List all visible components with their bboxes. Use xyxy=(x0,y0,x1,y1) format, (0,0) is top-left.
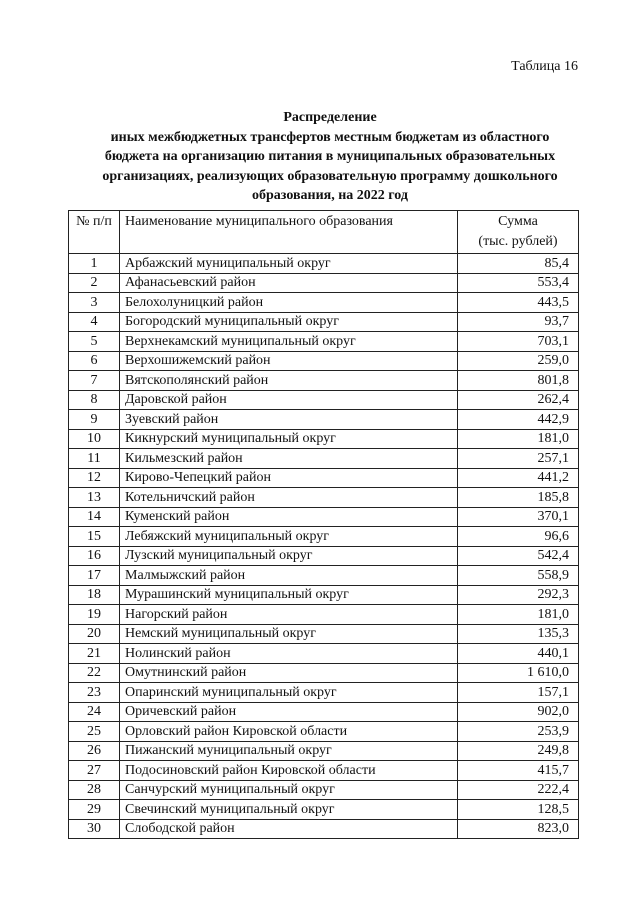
row-municipality: Санчурский муниципальный округ xyxy=(120,780,458,800)
row-number: 16 xyxy=(69,546,120,566)
table-header-row xyxy=(69,211,579,254)
row-number: 20 xyxy=(69,624,120,644)
row-amount: 442,9 xyxy=(458,410,579,430)
row-municipality: Подосиновский район Кировской области xyxy=(120,761,458,781)
row-number: 18 xyxy=(69,585,120,605)
row-amount: 93,7 xyxy=(458,312,579,332)
row-number: 10 xyxy=(69,429,120,449)
row-municipality: Слободской район xyxy=(120,819,458,839)
table-row xyxy=(69,410,579,430)
row-municipality: Лузский муниципальный округ xyxy=(120,546,458,566)
table-row xyxy=(69,644,579,664)
row-municipality: Пижанский муниципальный округ xyxy=(120,741,458,761)
row-municipality: Вятскополянский район xyxy=(120,371,458,391)
table-row xyxy=(69,546,579,566)
row-amount: 253,9 xyxy=(458,722,579,742)
row-municipality: Кирово-Чепецкий район xyxy=(120,468,458,488)
row-number: 23 xyxy=(69,683,120,703)
row-municipality: Опаринский муниципальный округ xyxy=(120,683,458,703)
table-row xyxy=(69,273,579,293)
row-municipality: Афанасьевский район xyxy=(120,273,458,293)
row-amount: 96,6 xyxy=(458,527,579,547)
row-number: 4 xyxy=(69,312,120,332)
distribution-table xyxy=(68,210,579,839)
row-municipality: Немский муниципальный округ xyxy=(120,624,458,644)
row-number: 2 xyxy=(69,273,120,293)
table-row xyxy=(69,585,579,605)
table-row xyxy=(69,351,579,371)
row-number: 29 xyxy=(69,800,120,820)
row-number: 17 xyxy=(69,566,120,586)
row-number: 24 xyxy=(69,702,120,722)
row-amount: 542,4 xyxy=(458,546,579,566)
row-amount: 370,1 xyxy=(458,507,579,527)
row-number: 1 xyxy=(69,254,120,274)
table-row xyxy=(69,624,579,644)
table-row xyxy=(69,507,579,527)
table-row xyxy=(69,527,579,547)
table-row xyxy=(69,488,579,508)
title-line: образования, на 2022 год xyxy=(251,188,408,203)
row-municipality: Верхнекамский муниципальный округ xyxy=(120,332,458,352)
row-amount: 157,1 xyxy=(458,683,579,703)
row-municipality: Кильмезский район xyxy=(120,449,458,469)
row-municipality: Омутнинский район xyxy=(120,663,458,683)
row-number: 6 xyxy=(69,351,120,371)
row-municipality: Верхошижемский район xyxy=(120,351,458,371)
row-amount: 443,5 xyxy=(458,293,579,313)
row-number: 7 xyxy=(69,371,120,391)
title-line: Распределение xyxy=(283,110,377,125)
row-municipality: Оричевский район xyxy=(120,702,458,722)
row-municipality: Нагорский район xyxy=(120,605,458,625)
row-amount: 558,9 xyxy=(458,566,579,586)
row-municipality: Малмыжский район xyxy=(120,566,458,586)
table-row xyxy=(69,761,579,781)
row-municipality: Лебяжский муниципальный округ xyxy=(120,527,458,547)
table-row xyxy=(69,332,579,352)
row-amount: 262,4 xyxy=(458,390,579,410)
row-amount: 440,1 xyxy=(458,644,579,664)
table-row xyxy=(69,683,579,703)
row-number: 9 xyxy=(69,410,120,430)
table-row xyxy=(69,429,579,449)
row-number: 5 xyxy=(69,332,120,352)
row-municipality: Даровской район xyxy=(120,390,458,410)
row-municipality: Кикнурский муниципальный округ xyxy=(120,429,458,449)
table-row xyxy=(69,702,579,722)
row-number: 27 xyxy=(69,761,120,781)
table-row xyxy=(69,566,579,586)
row-amount: 185,8 xyxy=(458,488,579,508)
row-number: 26 xyxy=(69,741,120,761)
row-amount: 441,2 xyxy=(458,468,579,488)
row-number: 28 xyxy=(69,780,120,800)
header-amount: Сумма (тыс. рублей) xyxy=(458,211,579,254)
row-municipality: Орловский район Кировской области xyxy=(120,722,458,742)
row-municipality: Котельничский район xyxy=(120,488,458,508)
row-number: 14 xyxy=(69,507,120,527)
table-row xyxy=(69,800,579,820)
row-number: 30 xyxy=(69,819,120,839)
title-line: иных межбюджетных трансфертов местным бюджетам из областного xyxy=(110,129,550,145)
table-row xyxy=(69,312,579,332)
row-number: 13 xyxy=(69,488,120,508)
row-number: 11 xyxy=(69,449,120,469)
row-amount: 135,3 xyxy=(458,624,579,644)
row-number: 19 xyxy=(69,605,120,625)
row-amount: 259,0 xyxy=(458,351,579,371)
row-number: 15 xyxy=(69,527,120,547)
row-municipality: Богородский муниципальный округ xyxy=(120,312,458,332)
table-row xyxy=(69,449,579,469)
row-amount: 128,5 xyxy=(458,800,579,820)
table-label: Таблица 16 xyxy=(511,59,578,74)
header-municipality: Наименование муниципального образования xyxy=(120,211,458,254)
row-amount: 181,0 xyxy=(458,429,579,449)
table-row xyxy=(69,722,579,742)
row-number: 8 xyxy=(69,390,120,410)
table-row xyxy=(69,605,579,625)
row-amount: 801,8 xyxy=(458,371,579,391)
row-municipality: Белохолуницкий район xyxy=(120,293,458,313)
row-amount: 222,4 xyxy=(458,780,579,800)
row-number: 12 xyxy=(69,468,120,488)
row-municipality: Зуевский район xyxy=(120,410,458,430)
table-row xyxy=(69,819,579,839)
row-amount: 257,1 xyxy=(458,449,579,469)
row-municipality: Мурашинский муниципальный округ xyxy=(120,585,458,605)
row-amount: 1 610,0 xyxy=(458,663,579,683)
table-row xyxy=(69,741,579,761)
row-amount: 823,0 xyxy=(458,819,579,839)
title-line: организациях, реализующих образовательную программу дошкольного xyxy=(102,168,558,184)
row-municipality: Нолинский район xyxy=(120,644,458,664)
row-municipality: Арбажский муниципальный округ xyxy=(120,254,458,274)
row-number: 3 xyxy=(69,293,120,313)
row-number: 25 xyxy=(69,722,120,742)
table-row xyxy=(69,780,579,800)
row-municipality: Куменский район xyxy=(120,507,458,527)
row-amount: 181,0 xyxy=(458,605,579,625)
row-amount: 553,4 xyxy=(458,273,579,293)
table-row xyxy=(69,663,579,683)
row-amount: 85,4 xyxy=(458,254,579,274)
table-row xyxy=(69,254,579,274)
table-row xyxy=(69,468,579,488)
row-amount: 902,0 xyxy=(458,702,579,722)
row-amount: 292,3 xyxy=(458,585,579,605)
table-row xyxy=(69,371,579,391)
row-municipality: Свечинский муниципальный округ xyxy=(120,800,458,820)
row-amount: 703,1 xyxy=(458,332,579,352)
row-number: 21 xyxy=(69,644,120,664)
table-row xyxy=(69,390,579,410)
document-title xyxy=(70,108,590,206)
row-number: 22 xyxy=(69,663,120,683)
table-row xyxy=(69,293,579,313)
title-line: бюджета на организацию питания в муниципальных образовательных xyxy=(104,149,556,164)
header-number: № п/п xyxy=(69,211,120,254)
row-amount: 249,8 xyxy=(458,741,579,761)
row-amount: 415,7 xyxy=(458,761,579,781)
